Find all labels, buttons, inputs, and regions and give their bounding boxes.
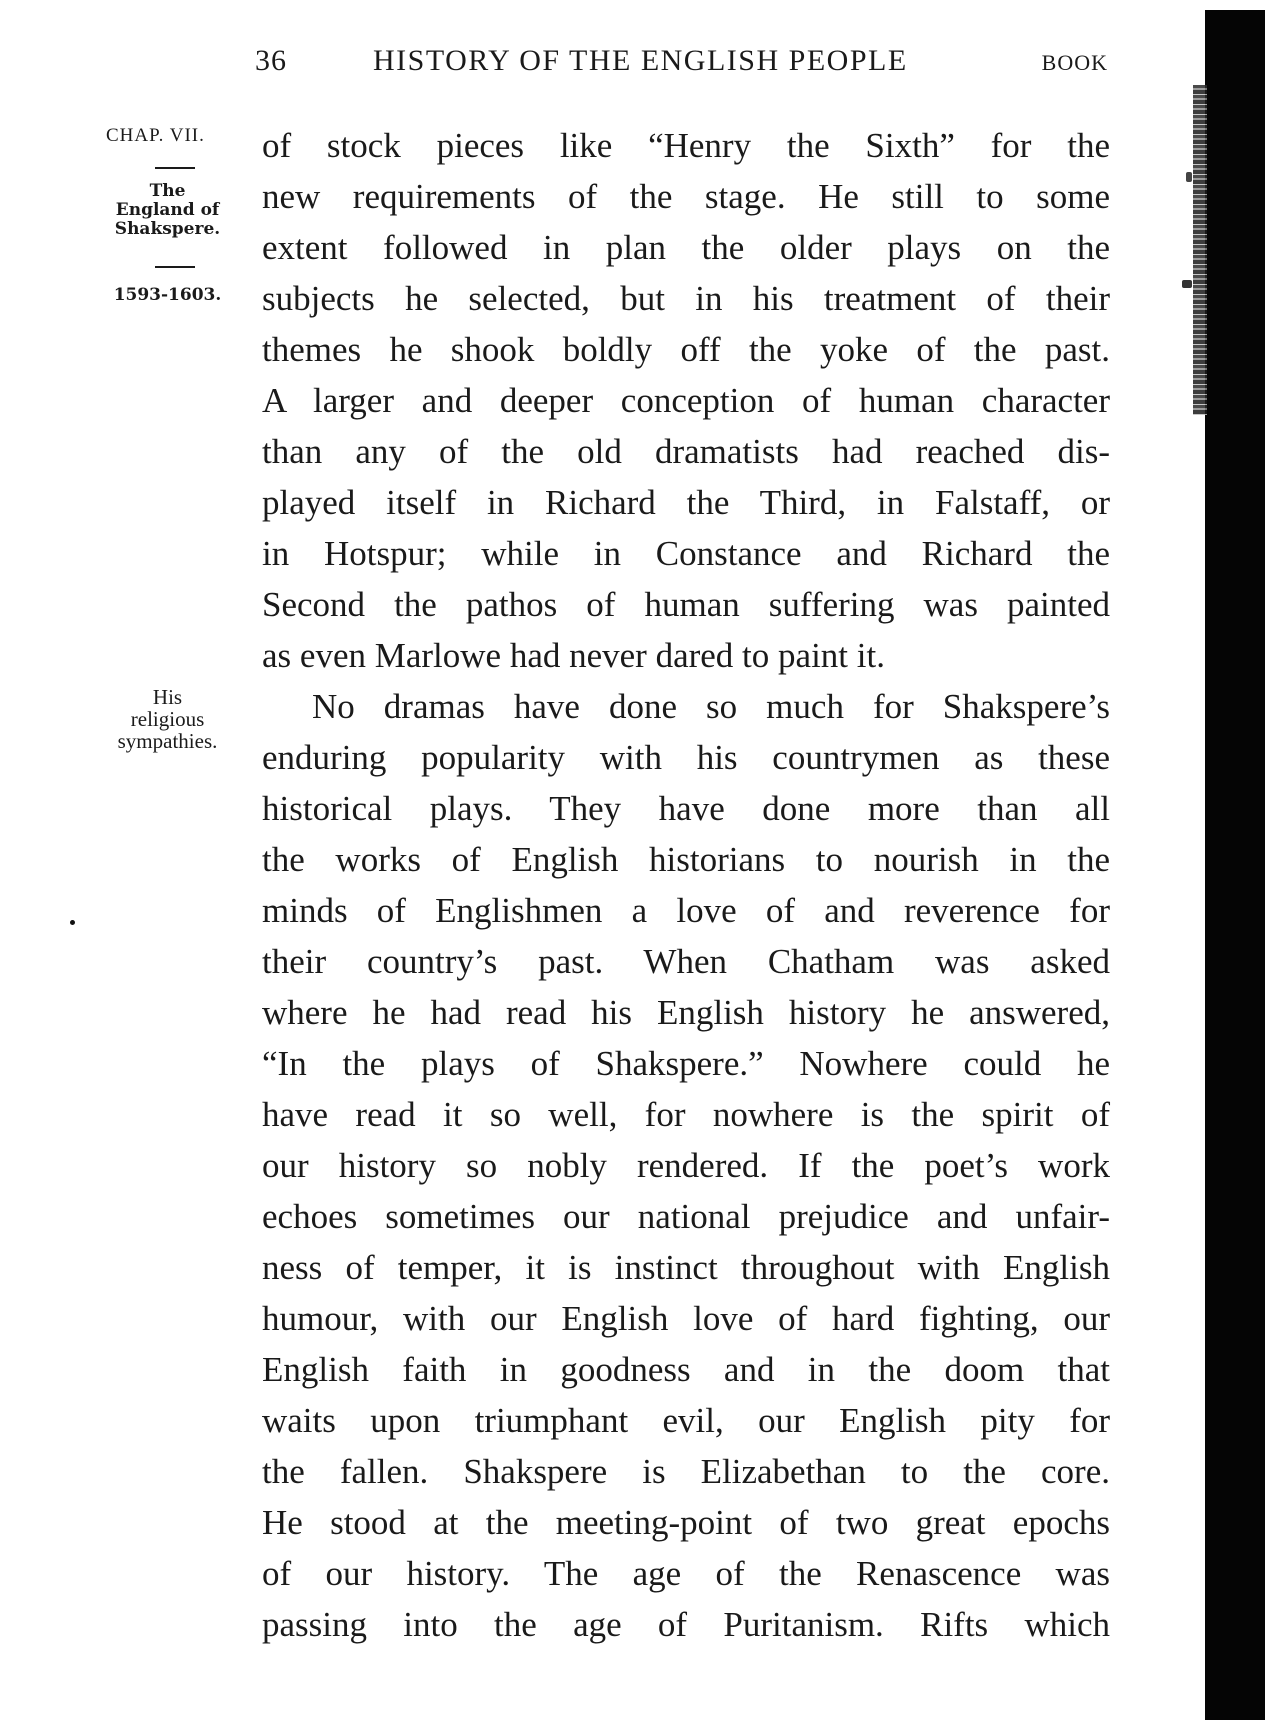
text-line: minds of Englishmen a love of and reverence for xyxy=(262,891,1110,930)
text-line: passing into the age of Puritanism. Rifts which xyxy=(262,1605,1110,1644)
running-book-label: BOOK xyxy=(1041,50,1108,75)
text-line: No dramas have done so much for Shakspere’s xyxy=(312,687,1110,726)
text-line: in Hotspur; while in Constance and Richard the xyxy=(262,534,1110,573)
text-line: echoes sometimes our national prejudice and unfair- xyxy=(262,1197,1110,1236)
page-number: 36 xyxy=(255,44,287,77)
section-line: England of xyxy=(115,200,220,220)
text-line: than any of the old dramatists had reached dis- xyxy=(262,432,1110,471)
scan-speck xyxy=(1182,280,1192,288)
text-line: our history so nobly rendered. If the poet’s work xyxy=(262,1146,1110,1185)
text-line: extent followed in plan the older plays on the xyxy=(262,228,1110,267)
section-line: The xyxy=(149,181,186,201)
scan-edge-ragged xyxy=(1193,85,1207,415)
text-line: Second the pathos of human suffering was painted xyxy=(262,585,1110,624)
text-line: the works of English historians to nourish in the xyxy=(262,840,1110,879)
side-rule xyxy=(155,266,195,268)
running-head xyxy=(255,44,1108,84)
stray-mark xyxy=(70,920,75,925)
scan-speck xyxy=(1186,172,1192,182)
text-line: themes he shook boldly off the yoke of the past. xyxy=(262,330,1110,369)
text-line: new requirements of the stage. He still to some xyxy=(262,177,1110,216)
topic-line: sympathies. xyxy=(117,729,218,753)
text-line: ness of temper, it is instinct throughout with English xyxy=(262,1248,1110,1287)
text-line: have read it so well, for nowhere is the spirit of xyxy=(262,1095,1110,1134)
text-line: of stock pieces like “Henry the Sixth” for the xyxy=(262,126,1110,165)
topic-side-note xyxy=(100,686,235,752)
running-title: HISTORY OF THE ENGLISH PEOPLE xyxy=(373,44,908,77)
text-line: historical plays. They have done more than all xyxy=(262,789,1110,828)
text-line: where he had read his English history he answered, xyxy=(262,993,1110,1032)
chapter-label: CHAP. VII. xyxy=(106,125,205,146)
text-line: as even Marlowe had never dared to paint it. xyxy=(262,636,885,675)
dates-side-note: 1593-1603. xyxy=(113,285,222,305)
text-line: humour, with our English love of hard fighting, our xyxy=(262,1299,1110,1338)
text-line: of our history. The age of the Renascence was xyxy=(262,1554,1110,1593)
topic-line: religious xyxy=(130,707,205,731)
text-line: the fallen. Shakspere is Elizabethan to the core. xyxy=(262,1452,1110,1491)
body-text xyxy=(262,120,1110,1650)
scan-edge xyxy=(1205,10,1265,1720)
topic-line: His xyxy=(152,685,183,709)
text-line: He stood at the meeting-point of two great epochs xyxy=(262,1503,1110,1542)
text-line: A larger and deeper conception of human character xyxy=(262,381,1110,420)
side-rule xyxy=(155,167,195,169)
text-line: English faith in goodness and in the doom that xyxy=(262,1350,1110,1389)
text-line: waits upon triumphant evil, our English pity for xyxy=(262,1401,1110,1440)
section-line: Shakspere. xyxy=(114,219,221,239)
text-line: “In the plays of Shakspere.” Nowhere could he xyxy=(262,1044,1110,1083)
text-line: subjects he selected, but in his treatment of their xyxy=(262,279,1110,318)
text-line: their country’s past. When Chatham was asked xyxy=(262,942,1110,981)
text-line: enduring popularity with his countrymen as these xyxy=(262,738,1110,777)
section-side-note xyxy=(100,182,235,239)
text-line: played itself in Richard the Third, in Falstaff, or xyxy=(262,483,1110,522)
